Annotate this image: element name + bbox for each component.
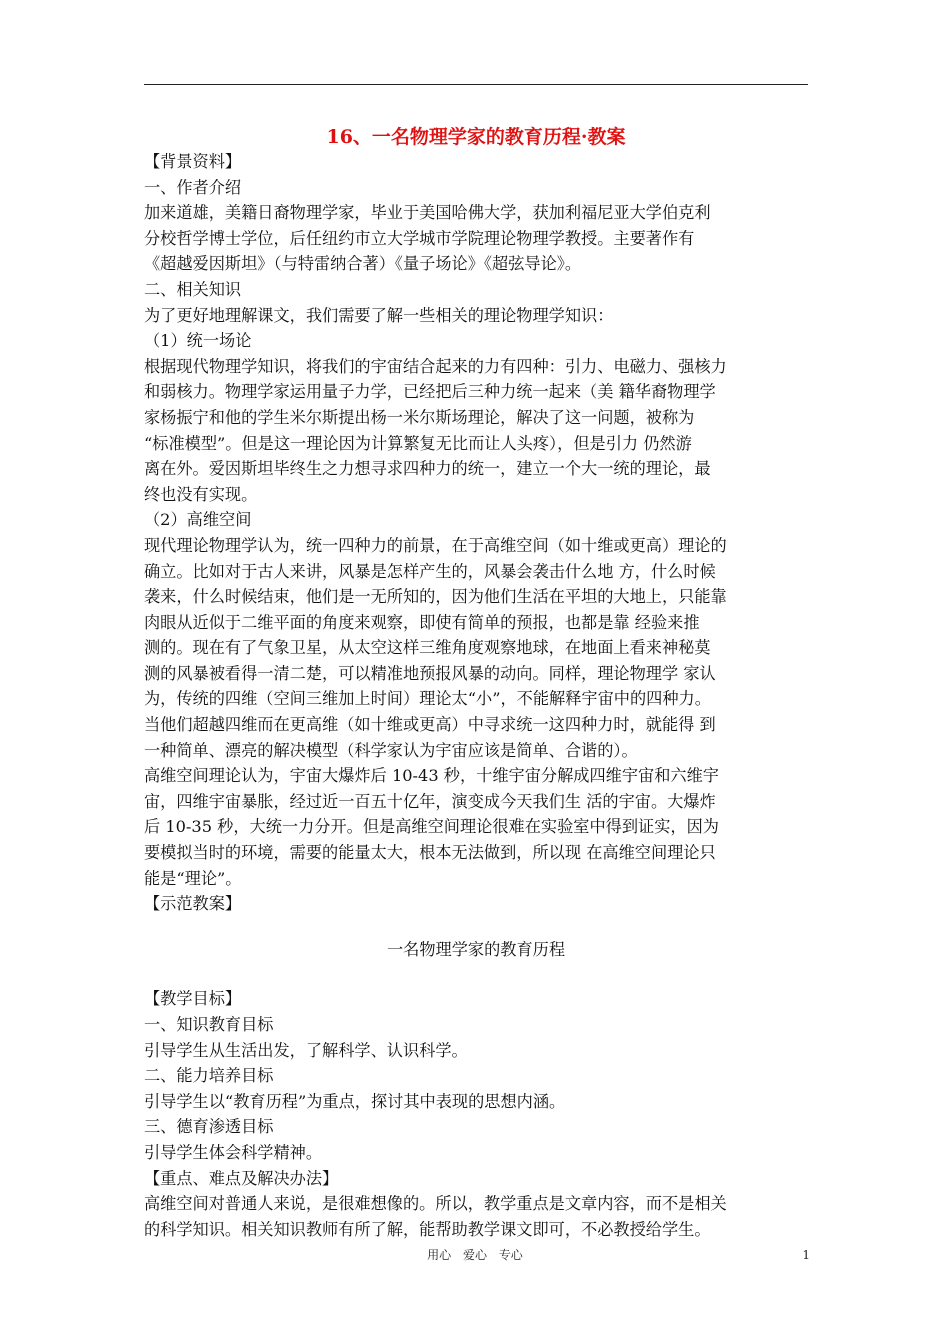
subheading-knowledge-goal: 一、知识教育目标: [144, 1015, 274, 1034]
paragraph-line: 分校哲学博士学位，后任纽约市立大学城市学院理论物理学教授。主要著作有: [144, 228, 695, 248]
paragraph-line: 为，传统的四维（空间三维加上时间）理论太“小”，不能解释宇宙中的四种力。: [144, 689, 711, 709]
subheading-higher-dimensions: （2）高维空间: [144, 510, 252, 530]
header-rule: [144, 84, 808, 85]
spacer: [144, 962, 808, 986]
paragraph-line: 加来道雄，美籍日裔物理学家，毕业于美国哈佛大学，获加利福尼亚大学伯克利: [144, 203, 711, 223]
document-title: 16、一名物理学家的教育历程·教案: [326, 126, 626, 148]
paragraph-line: 终也没有实现。: [144, 484, 258, 504]
subheading-unified-field: （1）统一场论: [144, 331, 252, 351]
subheading-knowledge: 二、相关知识: [144, 279, 242, 299]
paragraph-line: 引导学生从生活出发，了解科学、认识科学。: [144, 1040, 468, 1060]
paragraph-line: 引导学生体会科学精神。: [144, 1142, 323, 1162]
paragraph-line: 后 10-35 秒，大统一力分开。但是高维空间理论很难在实验室中得到证实，因为: [144, 817, 719, 837]
subheading-moral-goal: 三、德育渗透目标: [144, 1117, 274, 1137]
paragraph-line: 测的风暴被看得一清二楚，可以精准地预报风暴的动向。同样，理论物理学 家认: [144, 663, 716, 683]
paragraph-line: 为了更好地理解课文，我们需要了解一些相关的理论物理学知识：: [144, 305, 614, 325]
section-heading-teaching-goals: 【教学目标】: [144, 989, 242, 1009]
spacer: [144, 917, 808, 937]
paragraph-line: 确立。比如对于古人来讲，风暴是怎样产生的，风暴会袭击什么地 方，什么时候: [144, 561, 716, 581]
paragraph-line: 离在外。爱因斯坦毕终生之力想寻求四种力的统一，建立一个大一统的理论，最: [144, 459, 711, 479]
page-footer: [0, 1244, 950, 1266]
paragraph-line: 家杨振宁和他的学生米尔斯提出杨一米尔斯场理论，解决了这一问题，被称为: [144, 407, 695, 427]
section-heading-background: 【背景资料】: [144, 152, 242, 171]
paragraph-line: 袭来，什么时候结束，他们是一无所知的，因为他们生活在平坦的大地上，只能靠: [144, 587, 727, 607]
paragraph-line: 当他们超越四维而在更高维（如十维或更高）中寻求统一这四种力时，就能得 到: [144, 715, 716, 735]
section-heading-demo-plan: 【示范教案】: [144, 894, 242, 914]
footer-motto: 用心 爱心 专心: [427, 1248, 523, 1262]
paragraph-line: 测的。现在有了气象卫星，从太空这样三维角度观察地球，在地面上看来神秘莫: [144, 638, 711, 658]
paragraph-line: 高维空间对普通人来说，是很难想像的。所以，教学重点是文章内容，而不是相关: [144, 1194, 727, 1214]
paragraph-line: 能是“理论”。: [144, 868, 242, 888]
document-body: [144, 149, 808, 1242]
paragraph-line: 根据现代物理学知识，将我们的宇宙结合起来的力有四种：引力、电磁力、强核力: [144, 356, 727, 376]
lesson-subtitle: 一名物理学家的教育历程: [386, 939, 566, 959]
subheading-ability-goal: 二、能力培养目标: [144, 1066, 274, 1086]
paragraph-line: 高维空间理论认为，宇宙大爆炸后 10-43 秒，十维宇宙分解成四维宇宙和六维宇: [144, 766, 719, 786]
page-number: 1: [802, 1248, 810, 1262]
paragraph-line: 引导学生以“教育历程”为重点，探讨其中表现的思想内涵。: [144, 1091, 566, 1111]
paragraph-line: 宙，四维宇宙暴胀，经过近一百五十亿年，演变成今天我们生 活的宇宙。大爆炸: [144, 791, 716, 811]
section-heading-key-points: 【重点、难点及解决办法】: [144, 1168, 339, 1188]
paragraph-line: 的科学知识。相关知识教师有所了解，能帮助教学课文即可，不必教授给学生。: [144, 1219, 711, 1239]
paragraph-line: 一种简单、漂亮的解决模型（科学家认为宇宙应该是简单、合谐的）。: [144, 740, 638, 760]
subheading-author: 一、作者介绍: [144, 177, 242, 197]
paragraph-line: 和弱核力。物理学家运用量子力学，已经把后三种力统一起来（美 籍华裔物理学: [144, 382, 716, 402]
paragraph-line: 现代理论物理学认为，统一四种力的前景，在于高维空间（如十维或更高）理论的: [144, 535, 727, 555]
paragraph-line: 要模拟当时的环境，需要的能量太大，根本无法做到，所以现 在高维空间理论只: [144, 843, 716, 863]
paragraph-line: 《超越爱因斯坦》（与特雷纳合著）《量子场论》《超弦导论》。: [144, 254, 582, 274]
paragraph-line: 肉眼从近似于二维平面的角度来观察，即使有简单的预报，也都是靠 经验来推: [144, 612, 700, 632]
paragraph-line: “标准模型”。但是这一理论因为计算繁复无比而让人头疼），但是引力 仍然游: [144, 433, 692, 453]
